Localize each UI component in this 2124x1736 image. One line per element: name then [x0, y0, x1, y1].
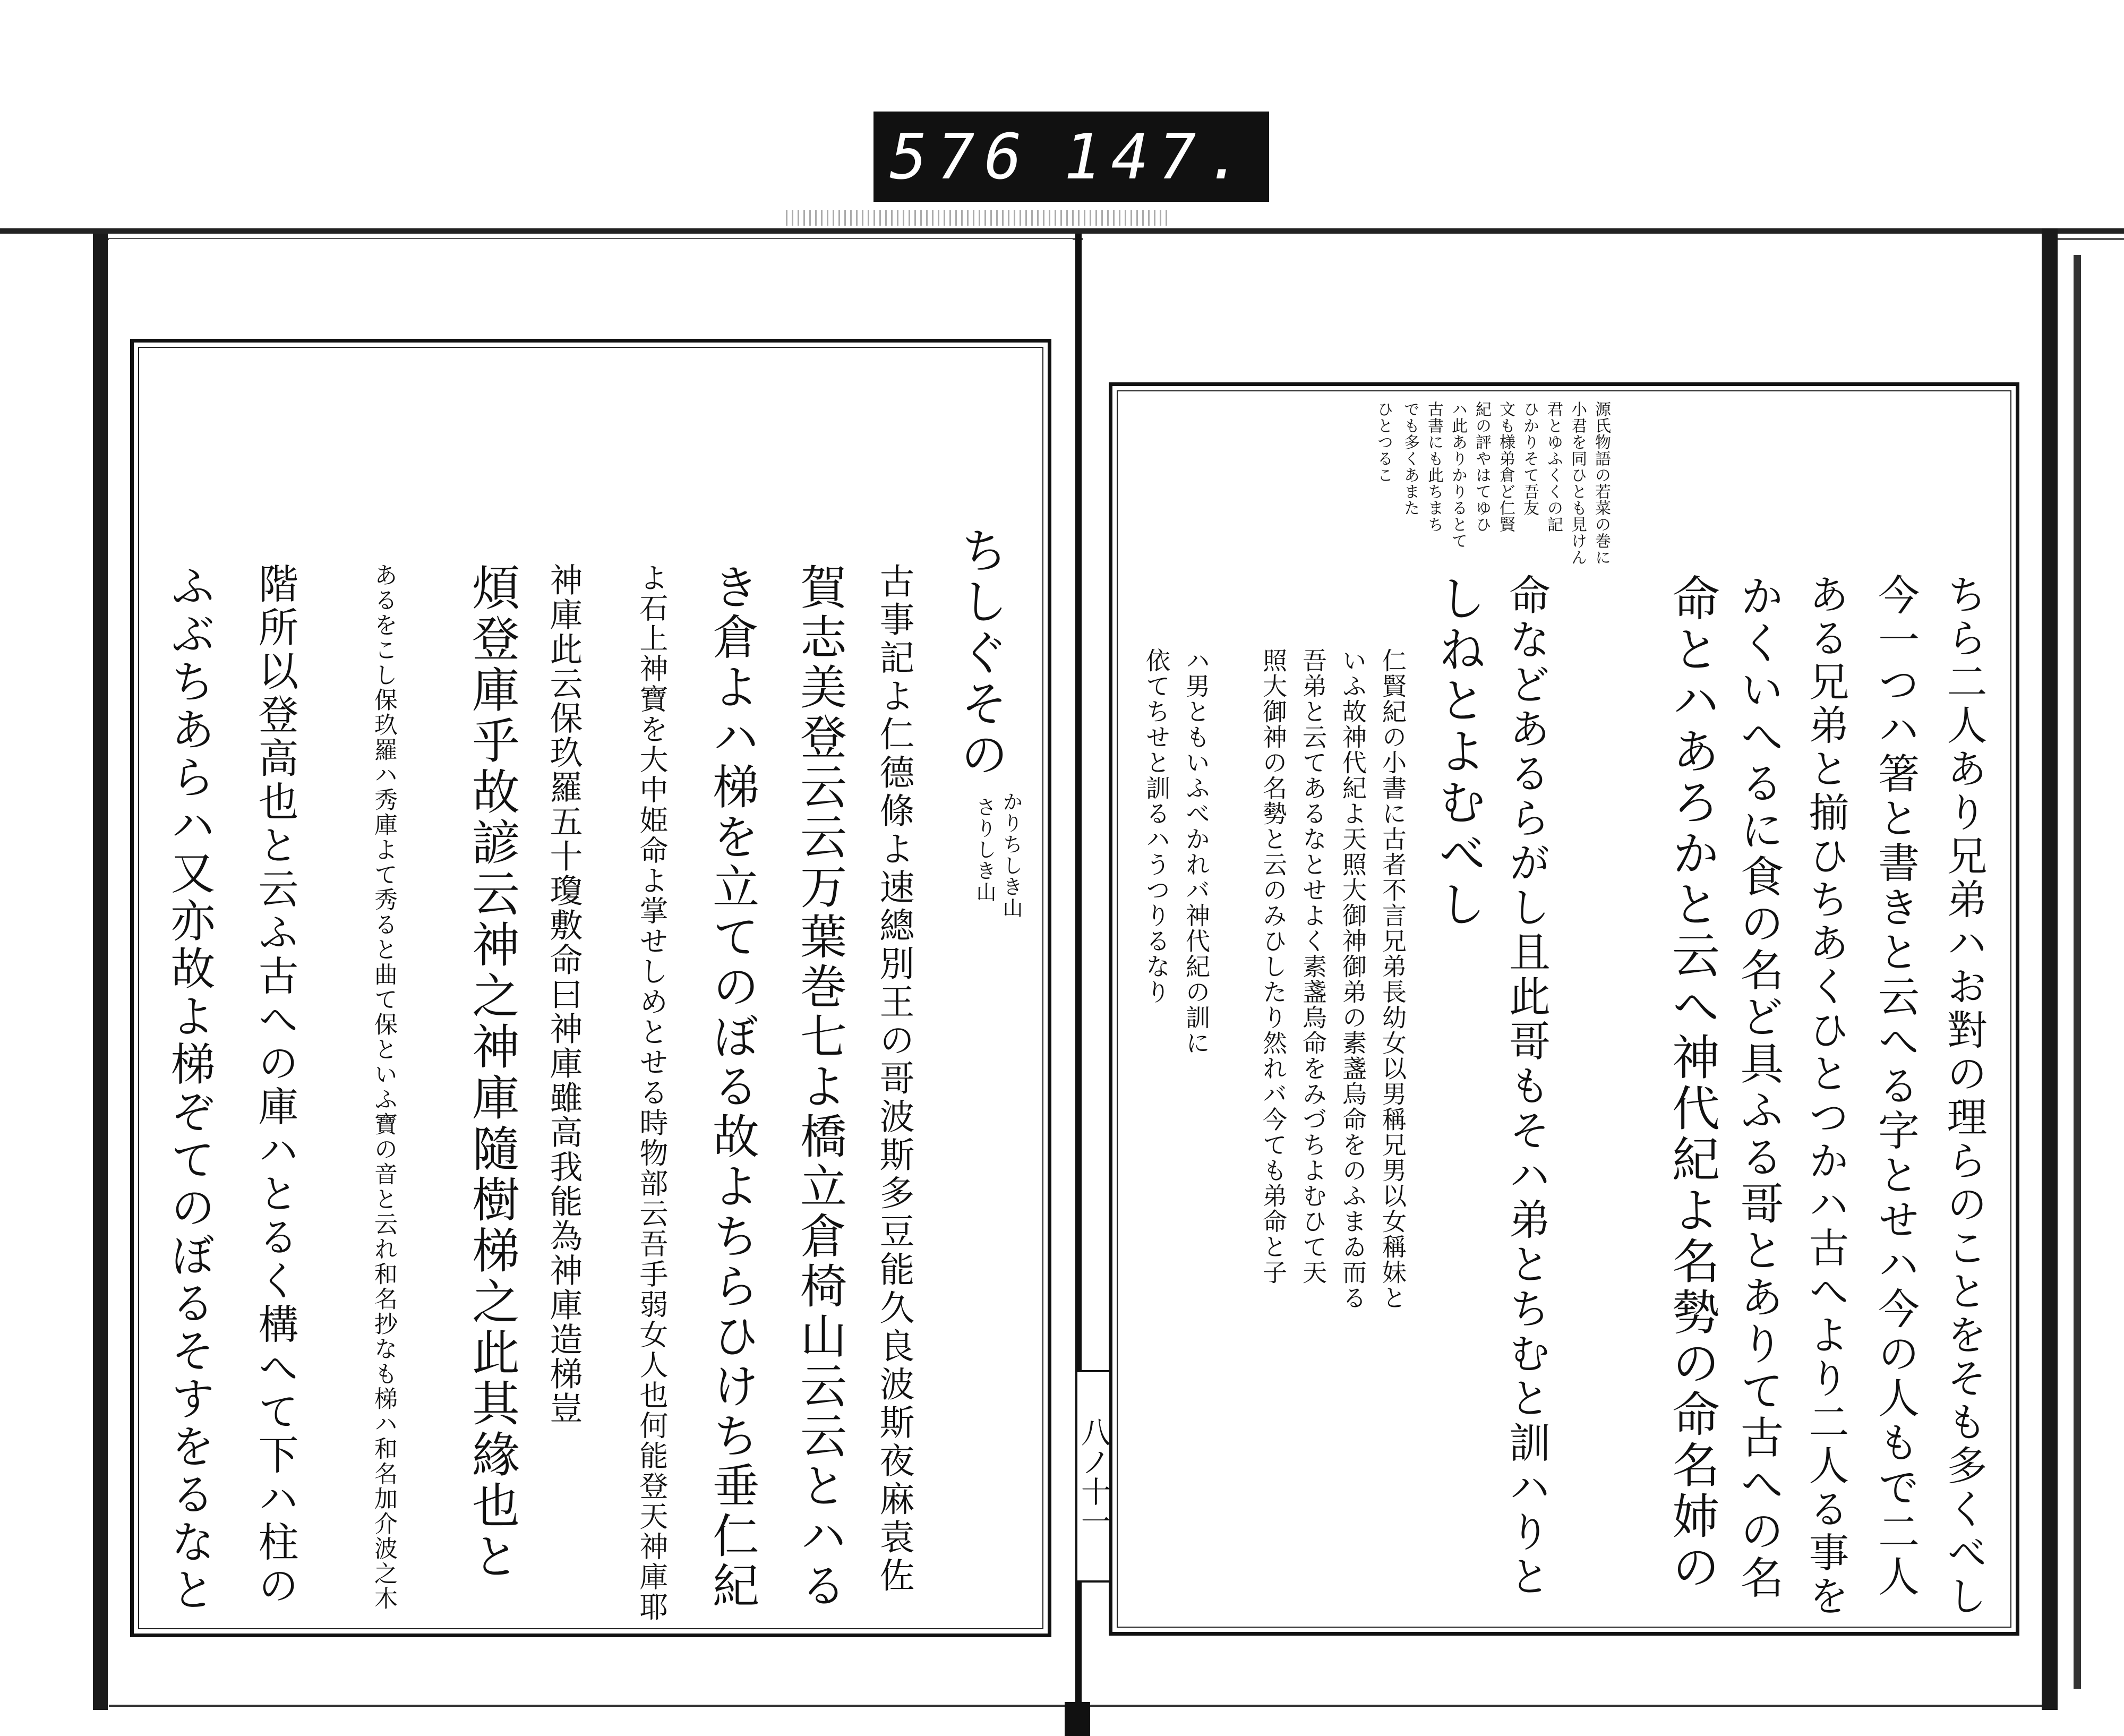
book-left-edge — [93, 234, 108, 1710]
main-text-column: 煩登庫乎故諺云神之神庫隨樹梯之此其緣也と — [464, 563, 519, 1583]
commentary-note-line: 源氏物語の若菜の巻に — [1592, 401, 1611, 566]
scan-noise — [786, 210, 1168, 226]
sub-note-heading: 仁賢紀の小書に古者不言兄弟長幼女以男稱兄男以女稱妹と — [1378, 648, 1407, 1311]
commentary-note-line: ひかりそて吾友 — [1520, 401, 1539, 516]
entry-heading: ちしぐその — [952, 526, 1008, 781]
main-text-column: 命とハあろかと云へ神代紀よ名勢の命名姉の — [1664, 574, 1719, 1593]
main-text-column: ふぶちあらハ又亦故よ梯ぞてのぼるそすをるなと — [164, 563, 216, 1614]
folio-number: 八ノ十一 — [1075, 1370, 1111, 1583]
commentary-note-line: 紀の評やはてゆひ — [1472, 401, 1491, 533]
sub-note-column: 吾弟と云てあるなとせよく素盞烏命をみづちよむひて天 — [1299, 648, 1328, 1285]
main-text-column: 賀志美登云云万葉巻七よ橋立倉椅山云云とハる — [793, 563, 847, 1611]
main-text-column: 命などあるらがし且此哥もそハ弟とちむと訓ハりと — [1502, 574, 1550, 1600]
main-text-column: 古事記よ仁德條よ速總別王の哥波斯多豆能久良波斯夜麻袁佐 — [873, 563, 914, 1595]
main-text-column: よ石上神寶を大中姫命よ掌せしめとせる時物部云吾手弱女人也何能登天神庫耶 — [635, 563, 669, 1622]
main-text-column: き倉よハ梯を立てのぼる故よちらひけち垂仁紀 — [705, 563, 760, 1611]
main-text-column: あるをこし保玖羅ハ秀庫よて秀ると曲て保といふ寶の音と云れ和名抄なも梯ハ和名加介波之木 — [370, 563, 397, 1611]
sub-note-column: いふ故神代紀よ天照大御神御弟の素盞烏命をのふまゐ而る — [1339, 648, 1367, 1311]
commentary-note-line: ひとつるこ — [1374, 401, 1393, 483]
top-rule — [0, 228, 2124, 234]
commentary-note-line: 文も様弟倉ど仁賢 — [1496, 401, 1515, 533]
main-text-column: 階所以登高也と云ふ古への庫ハとるく構へて下ハ柱の — [252, 563, 299, 1608]
commentary-note-line: でも多くあまた — [1401, 401, 1419, 516]
main-text-column: しねとよむべし — [1430, 574, 1486, 930]
sub-note-column: ハ男ともいふべかれバ神代紀の訓に — [1182, 648, 1211, 1056]
main-text-column: 今一つハ箸と書きと云へる字とせハ今の人もで二人 — [1871, 574, 1919, 1600]
main-text-column: かくいへるに食の名ど具ふる哥とありて古への名 — [1733, 574, 1784, 1602]
catalogue-label — [873, 112, 1269, 202]
book-right-edge — [2042, 228, 2058, 1710]
commentary-note-line: 古書にも此ちまち — [1425, 401, 1443, 533]
catalogue-number-right: 147. — [1064, 120, 1253, 193]
entry-heading-reading: さりしき山 — [973, 797, 996, 903]
commentary-note-line: 君とゆふくくの記 — [1544, 401, 1563, 533]
main-text-column: ちら二人あり兄弟ハお對の理らのことをそも多くべし — [1940, 574, 1988, 1619]
commentary-note-line: ハ此ありかりるとて — [1449, 401, 1467, 549]
spine-mark — [1065, 1702, 1090, 1736]
catalogue-number-left: 576 — [889, 120, 1032, 193]
book-right-edge-shadow — [2074, 255, 2081, 1689]
entry-heading-reading: かりちしき山 — [999, 791, 1023, 919]
sub-note-column: 依てちせと訓るハうつりるなり — [1142, 648, 1171, 1005]
commentary-note-line: 小君を同ひとも見けん — [1568, 401, 1587, 566]
main-text-column: 神庫此云保玖羅五十瓊敷命曰神庫雖高我能為神庫造梯豈 — [544, 563, 583, 1426]
sub-note-column: 照大御神の名勢と云のみひしたり然れバ今ても弟命と子 — [1259, 648, 1288, 1285]
main-text-column: ある兄弟と揃ひちあくひとつかハ古へより二人る事を — [1802, 574, 1849, 1619]
